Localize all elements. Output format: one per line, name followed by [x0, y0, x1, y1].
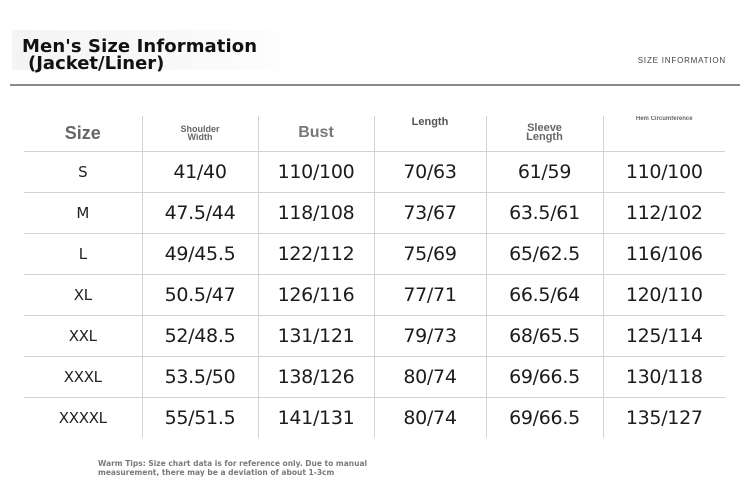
table-row [24, 397, 725, 438]
measurement-cell: 130/118 [603, 356, 725, 397]
header-divider [10, 84, 740, 86]
measurement-cell: 69/66.5 [486, 356, 603, 397]
measurement-cell: 120/110 [603, 274, 725, 315]
page-title: Men's Size Information [22, 36, 258, 57]
measurement-cell: 69/66.5 [486, 397, 603, 438]
header-shoulder-line2: Width [187, 132, 213, 143]
measurement-cell: 68/65.5 [486, 315, 603, 356]
warm-tips-line1: Warm Tips: Size chart data is for reference only. Due to manual [98, 459, 368, 468]
measurement-cell: 80/74 [374, 356, 486, 397]
table-row [24, 192, 725, 233]
header-shoulder-width [142, 116, 258, 151]
measurement-cell: 75/69 [374, 233, 486, 274]
header-length: Length [374, 116, 486, 151]
size-table [24, 116, 725, 438]
table-row [24, 356, 725, 397]
table-header-row [24, 116, 725, 151]
measurement-cell: 80/74 [374, 397, 486, 438]
measurement-cell: 141/131 [258, 397, 374, 438]
measurement-cell: 126/116 [258, 274, 374, 315]
size-cell: M [24, 192, 142, 233]
measurement-cell: 112/102 [603, 192, 725, 233]
measurement-cell: 116/106 [603, 233, 725, 274]
size-cell: XXL [24, 315, 142, 356]
measurement-cell: 66.5/64 [486, 274, 603, 315]
size-information-label: SIZE INFORMATION [637, 56, 726, 65]
table-row [24, 233, 725, 274]
measurement-cell: 50.5/47 [142, 274, 258, 315]
header-shoulder-line1: Shoulder [180, 124, 220, 135]
measurement-cell: 52/48.5 [142, 315, 258, 356]
size-cell: L [24, 233, 142, 274]
measurement-cell: 77/71 [374, 274, 486, 315]
warm-tips [98, 459, 367, 477]
measurement-cell: 138/126 [258, 356, 374, 397]
measurement-cell: 49/45.5 [142, 233, 258, 274]
measurement-cell: 135/127 [603, 397, 725, 438]
size-cell: XL [24, 274, 142, 315]
size-cell: XXXL [24, 356, 142, 397]
size-cell: XXXXL [24, 397, 142, 438]
header-sleeve-length [486, 116, 603, 151]
table-row [24, 315, 725, 356]
measurement-cell: 70/63 [374, 151, 486, 192]
measurement-cell: 110/100 [258, 151, 374, 192]
measurement-cell: 122/112 [258, 233, 374, 274]
measurement-cell: 110/100 [603, 151, 725, 192]
measurement-cell: 79/73 [374, 315, 486, 356]
header-bust: Bust [258, 116, 374, 151]
header-sleeve-line1: Sleeve [527, 122, 562, 135]
header-sleeve-line2: Length [526, 131, 563, 144]
measurement-cell: 125/114 [603, 315, 725, 356]
measurement-cell: 53.5/50 [142, 356, 258, 397]
size-cell: S [24, 151, 142, 192]
page-subtitle: (Jacket/Liner) [28, 53, 165, 74]
header-size: Size [24, 116, 142, 151]
header-hem-circumference: Hem Circumference [603, 116, 725, 151]
measurement-cell: 65/62.5 [486, 233, 603, 274]
measurement-cell: 118/108 [258, 192, 374, 233]
measurement-cell: 73/67 [374, 192, 486, 233]
measurement-cell: 63.5/61 [486, 192, 603, 233]
measurement-cell: 55/51.5 [142, 397, 258, 438]
measurement-cell: 61/59 [486, 151, 603, 192]
measurement-cell: 131/121 [258, 315, 374, 356]
table-row [24, 151, 725, 192]
measurement-cell: 41/40 [142, 151, 258, 192]
warm-tips-line2: measurement, there may be a deviation of about 1-3cm [98, 468, 335, 477]
measurement-cell: 47.5/44 [142, 192, 258, 233]
table-row [24, 274, 725, 315]
